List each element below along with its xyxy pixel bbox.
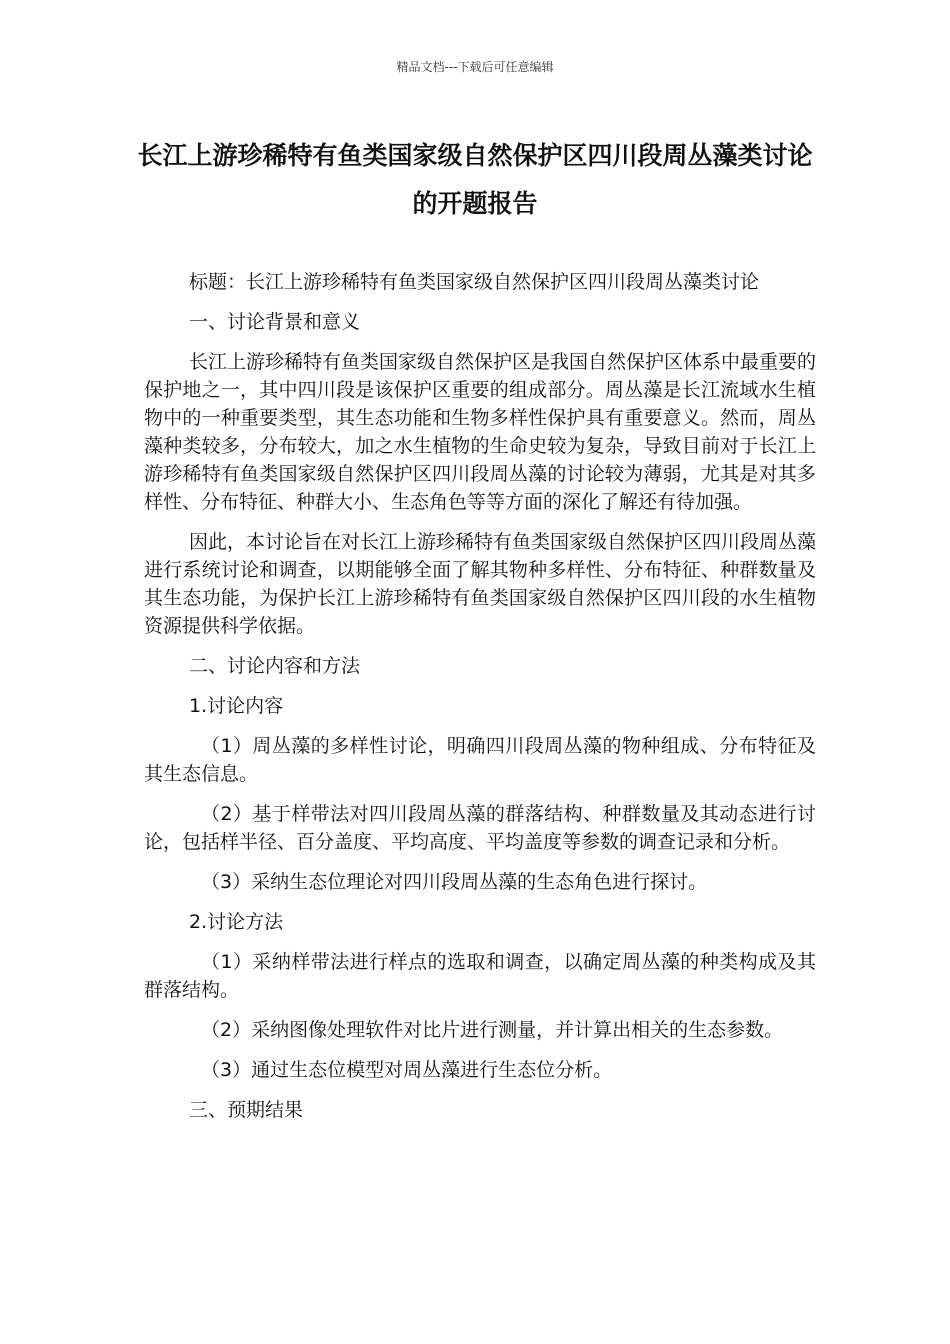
topic-line: 标题：长江上游珍稀特有鱼类国家级自然保护区四川段周丛藻类讨论 xyxy=(189,271,760,293)
section-heading-content-method: 二、讨论内容和方法 xyxy=(189,655,361,677)
subheading-content: 1.讨论内容 xyxy=(189,695,284,717)
content-item-3: （3）采纳生态位理论对四川段周丛藻的生态角色进行探讨。 xyxy=(201,871,708,893)
document-body xyxy=(144,268,816,1136)
method-item-2: （2）采纳图像处理软件对比片进行测量，并计算出相关的生态参数。 xyxy=(201,1019,784,1041)
method-item-3: （3）通过生态位模型对周丛藻进行生态位分析。 xyxy=(201,1059,613,1081)
content-item-2: （2）基于样带法对四川段周丛藻的群落结构、种群数量及其动态进行讨论，包括样半径、百分盖度、平均高度、平均盖度等参数的调查记录和分析。 xyxy=(144,803,816,853)
document-title: 长江上游珍稀特有鱼类国家级自然保护区四川段周丛藻类讨论的开题报告 xyxy=(137,141,813,218)
paragraph-purpose: 因此，本讨论旨在对长江上游珍稀特有鱼类国家级自然保护区四川段周丛藻进行系统讨论和调查，以期能够全面了解其物种多样性、分布特征、种群数量及其生态功能，为保护长江上游珍稀特有鱼类国家级自然保护区四川段的水生植物资源提供科学依据。 xyxy=(144,531,817,637)
header-note: 精品文档---下载后可任意编辑 xyxy=(396,60,554,74)
section-heading-background: 一、讨论背景和意义 xyxy=(189,311,361,333)
section-heading-expected-results: 三、预期结果 xyxy=(189,1099,304,1121)
content-item-1: （1）周丛藻的多样性讨论，明确四川段周丛藻的物种组成、分布特征及其生态信息。 xyxy=(144,735,816,785)
method-item-1: （1）采纳样带法进行样点的选取和调查，以确定周丛藻的种类构成及其群落结构。 xyxy=(144,951,816,1001)
subheading-method: 2.讨论方法 xyxy=(189,911,284,933)
paragraph-background: 长江上游珍稀特有鱼类国家级自然保护区是我国自然保护区体系中最重要的保护地之一，其中四川段是该保护区重要的组成部分。周丛藻是长江流域水生植物中的一种重要类型，其生态功能和生物多样性保护具有重要意义。然而，周丛藻种类较多，分布较大，加之水生植物的生命史较为复杂，导致目前对于长江上游珍稀特有鱼类国家级自然保护区四川段周丛藻的讨论较为薄弱，尤其是对其多样性、分布特征、种群大小、生态角色等等方面的深化了解还有待加强。 xyxy=(144,351,817,513)
